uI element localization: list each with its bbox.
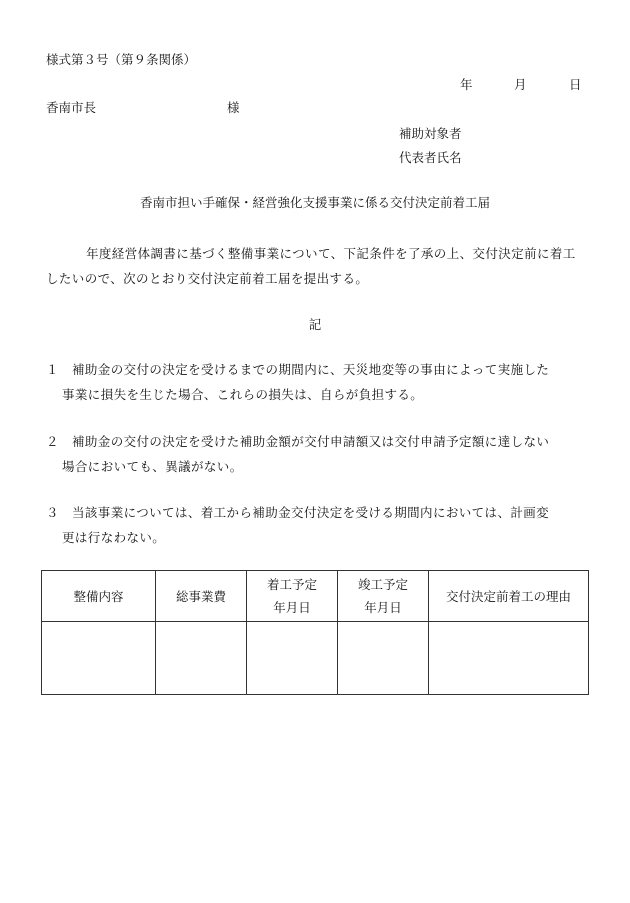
condition-3-continuation: 更は行なわない。 — [62, 530, 166, 545]
condition-2-continuation: 場合においても、異議がない。 — [62, 459, 243, 474]
condition-3-text: 当該事業については、着工から補助金交付決定を受ける期間内においては、計画変 — [72, 505, 550, 520]
honorific: 様 — [227, 100, 240, 115]
condition-2-text: 補助金の交付の決定を受けた補助金額が交付申請額又は交付申請予定額に達しない — [72, 434, 550, 449]
condition-1-text: 補助金の交付の決定を受けるまでの期間内に、天災地変等の事由によって実施した — [72, 362, 550, 377]
form-number: 様式第３号（第９条関係） — [46, 52, 197, 67]
addressee: 香南市長 — [46, 100, 97, 115]
table-row — [42, 622, 589, 695]
header-total-cost: 総事業費 — [156, 571, 247, 622]
body-paragraph: 年度経営体調書に基づく整備事業について、下記条件を了承の上、交付決定前に着工したいので、次のとおり交付決定前着工届を提出する。 — [46, 246, 576, 286]
cell-reason[interactable] — [429, 622, 589, 695]
header-work-content: 整備内容 — [42, 571, 156, 622]
applicant-label: 補助対象者 — [399, 126, 462, 141]
date-month-label: 月 — [514, 77, 527, 92]
cell-work-content[interactable] — [42, 622, 156, 695]
condition-3 — [46, 500, 586, 550]
header-reason: 交付決定前着工の理由 — [429, 571, 589, 622]
condition-1-continuation: 事業に損失を生じた場合、これらの損失は、自らが負担する。 — [62, 387, 424, 402]
condition-1-number: １ — [46, 362, 59, 377]
condition-3-number: ３ — [46, 505, 59, 520]
ki-heading: 記 — [308, 317, 322, 332]
document-title: 香南市担い手確保・経営強化支援事業に係る交付決定前着工届 — [139, 195, 490, 210]
table-header-row — [42, 571, 589, 622]
representative-label: 代表者氏名 — [399, 150, 462, 165]
date-year-label: 年 — [460, 77, 473, 92]
condition-2-number: ２ — [46, 434, 59, 449]
cell-completion-date[interactable] — [338, 622, 429, 695]
project-table — [41, 570, 589, 695]
date-day-label: 日 — [569, 77, 582, 92]
cell-total-cost[interactable] — [156, 622, 247, 695]
condition-2 — [46, 429, 586, 479]
cell-start-date[interactable] — [247, 622, 338, 695]
condition-1 — [46, 357, 586, 407]
header-start-date: 着工予定 年月日 — [247, 571, 338, 622]
header-completion-date: 竣工予定 年月日 — [338, 571, 429, 622]
